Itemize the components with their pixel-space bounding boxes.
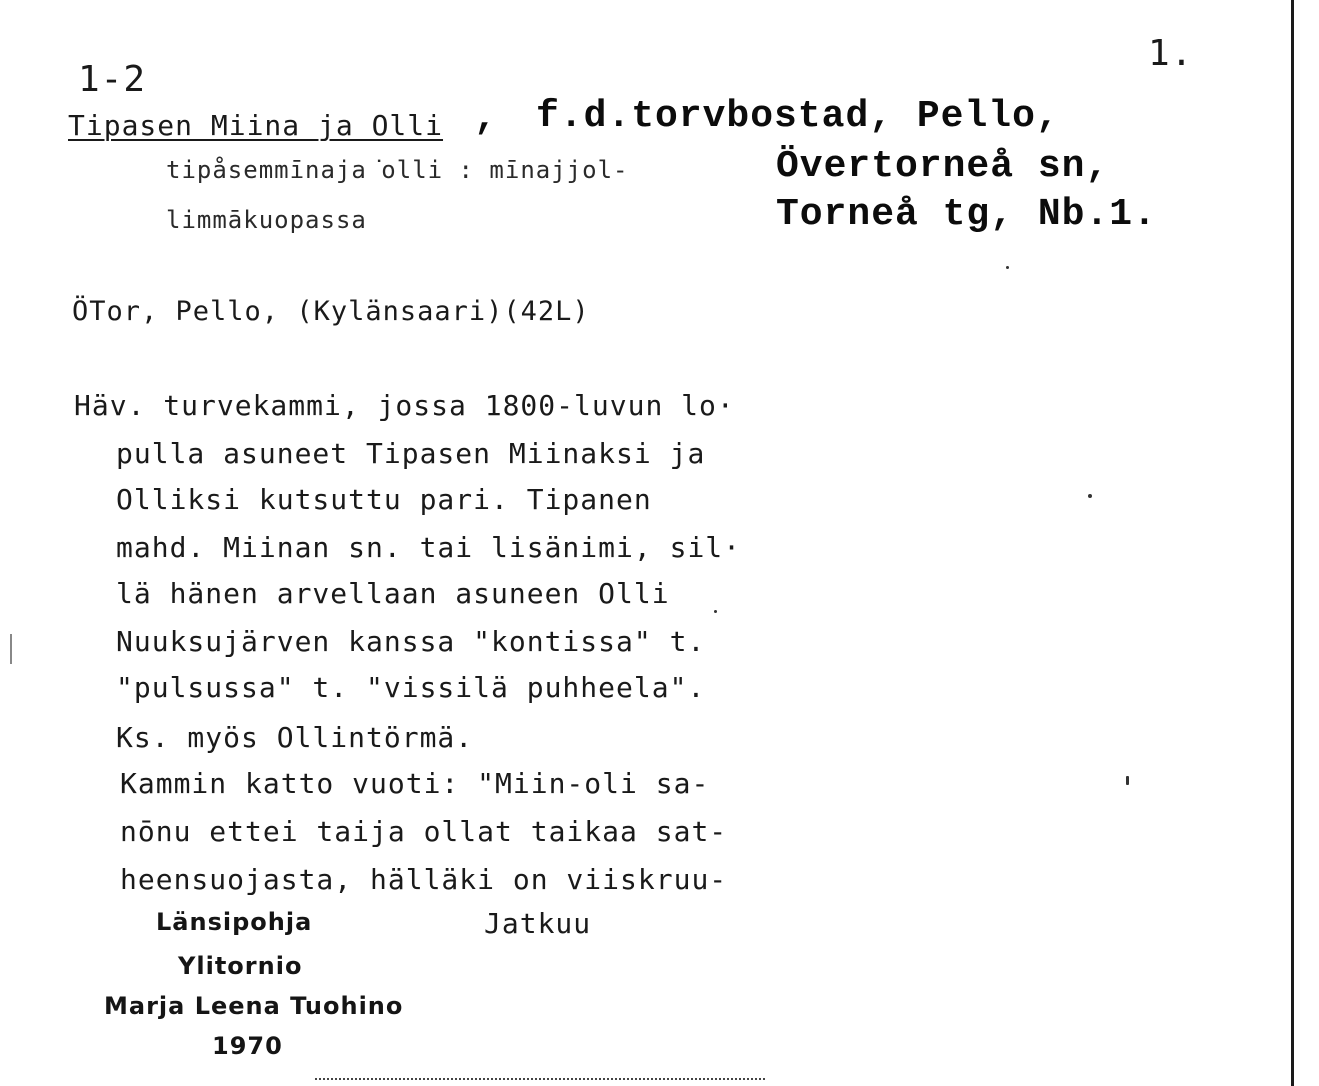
stamp-parish: Ylitornio [178,952,303,980]
body-line: nōnu ettei taija ollat taikaa sat- [120,815,728,848]
place-description-line-2: Övertorneå sn, [776,145,1110,188]
ink-speck [1126,776,1129,785]
continues-label: Jatkuu [484,907,592,940]
card-right-edge-line [1291,0,1294,1086]
body-line: lä hänen arvellaan asuneen Olli [116,577,670,610]
bottom-dotted-line [315,1078,765,1080]
stamp-region: Länsipohja [156,908,313,936]
body-line: Nuuksujärven kanssa "kontissa" t. [116,625,706,658]
body-line: Olliksi kutsuttu pari. Tipanen [116,483,652,516]
title-comma: , [474,97,498,140]
body-line: "pulsussa" t. "vissilä puhheela". [116,671,706,704]
ink-speck [1088,494,1092,498]
scan-edge-mark [10,634,12,664]
phonetic-line-1: tipåsemmīnaja͘olli : mīnajjol- [166,156,629,184]
body-line: Ks. myös Ollintörmä. [116,721,474,754]
card-id-right: 1. [1148,33,1194,74]
place-description-line-3: Torneå tg, Nb.1. [776,193,1157,236]
place-name-title: Tipasen Miina ja Olli [68,109,444,142]
phonetic-line-2: limmākuopassa [166,206,367,234]
ink-speck [1006,266,1009,269]
place-description-line-1: f.d.torvbostad, Pello, [536,95,1060,138]
body-line: pulla asuneet Tipasen Miinaksi ja [116,437,706,470]
body-line: Kammin katto vuoti: "Miin-oli sa- [120,767,710,800]
stamp-year: 1970 [212,1032,283,1060]
body-line: heensuojasta, hälläki on viiskruu- [120,863,728,896]
ink-speck [714,610,717,613]
location-line: ÖTor, Pello, (Kylänsaari)(42L) [72,296,590,327]
card-id-left: 1-2 [78,59,147,100]
body-line: Häv. turvekammi, jossa 1800-luvun lo· [74,389,735,422]
stamp-collector: Marja Leena Tuohino [104,992,404,1020]
body-line: mahd. Miinan sn. tai lisänimi, sil· [116,531,742,564]
